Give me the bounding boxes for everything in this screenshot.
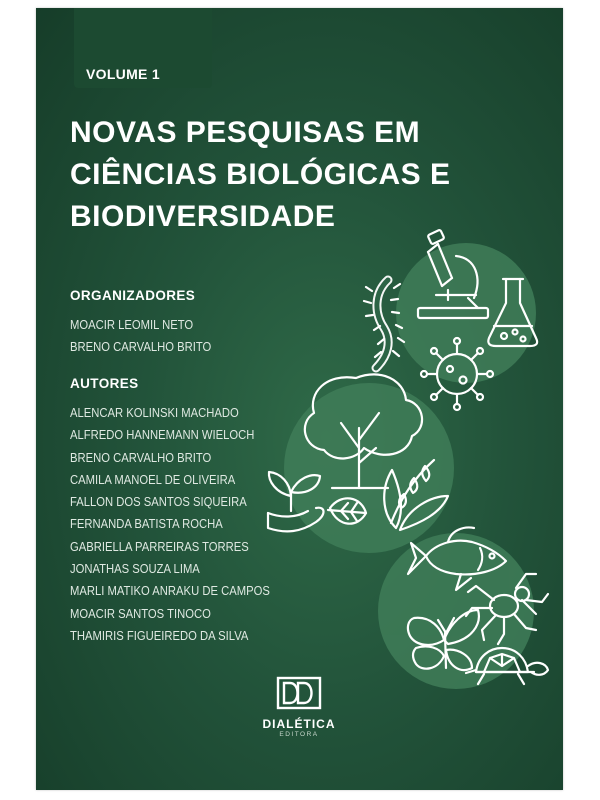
publisher-logo [249,676,349,738]
author-name: GABRIELLA PARREIRAS TORRES [70,539,249,554]
author-name: ALFREDO HANNEMANN WIELOCH [70,428,255,443]
authors-heading: AUTORES [70,376,139,391]
author-name: THAMIRIS FIGUEIREDO DA SILVA [70,628,249,643]
book-cover [36,8,563,790]
author-name: BRENO CARVALHO BRITO [70,450,212,465]
biology-illustration [36,8,563,790]
publisher-logo-icon [276,676,322,710]
author-name: JONATHAS SOUZA LIMA [70,562,200,577]
author-name: ALENCAR KOLINSKI MACHADO [70,406,239,420]
author-name: MOACIR SANTOS TINOCO [70,606,211,621]
publisher-name: DIALÉTICA [262,717,336,731]
title-line-3: BIODIVERSIDADE [70,200,336,233]
author-name: FALLON DOS SANTOS SIQUEIRA [70,495,247,510]
title-line-1: NOVAS PESQUISAS EM [70,116,421,149]
author-name: MARLI MATIKO ANRAKU DE CAMPOS [70,584,270,599]
author-name: CAMILA MANOEL DE OLIVEIRA [70,472,236,487]
title-line-2: CIÊNCIAS BIOLÓGICAS E [70,158,451,191]
organizer-name: MOACIR LEOMIL NETO [70,318,194,332]
organizers-heading: ORGANIZADORES [70,288,196,303]
author-name: FERNANDA BATISTA ROCHA [70,517,223,532]
volume-label: VOLUME 1 [86,66,160,82]
organizer-name: BRENO CARVALHO BRITO [70,340,212,355]
publisher-sub: EDITORA [279,731,319,738]
